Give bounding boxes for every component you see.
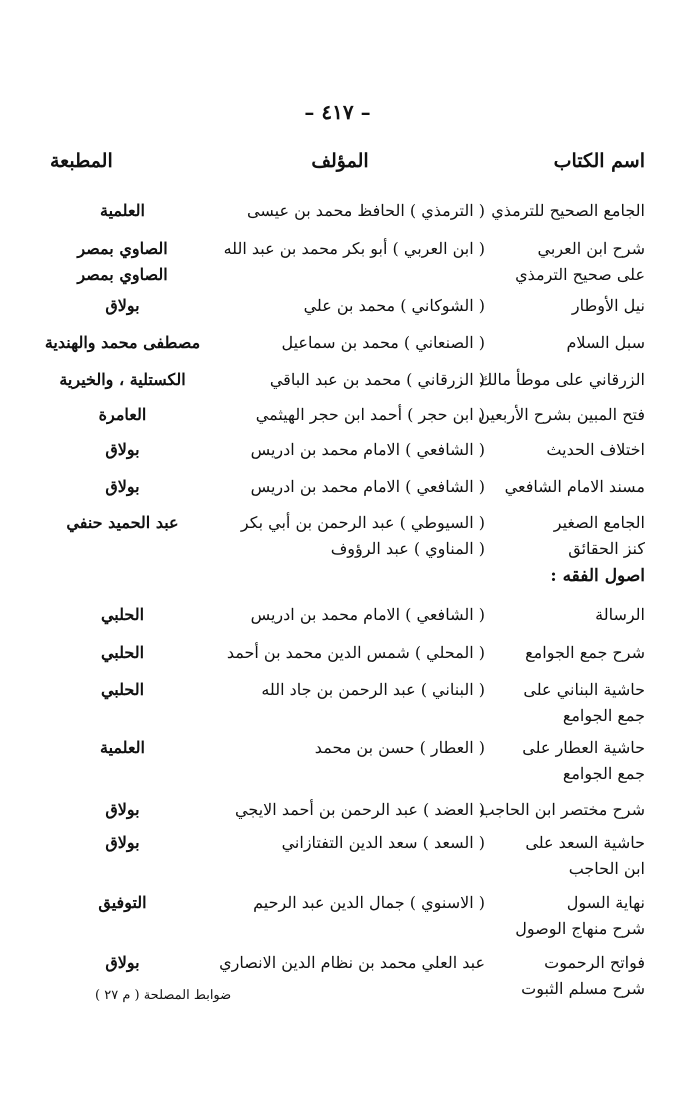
book-title-cell — [465, 367, 645, 393]
press-name-cell — [35, 402, 210, 428]
press-name-cell — [35, 677, 210, 703]
author-name-cell — [205, 236, 485, 262]
book-title: حاشية العطار على — [522, 738, 645, 757]
section-title-usul-fiqh: اصول الفقه : — [550, 566, 645, 586]
author-name: ( ابن العربي ) أبو بكر محمد بن عبد الله — [223, 239, 485, 258]
press-name-cell — [35, 950, 210, 976]
press-name: العلمية — [100, 738, 145, 757]
press-name-cell — [35, 236, 210, 288]
book-title-cell — [465, 402, 645, 428]
book-title-cell — [465, 677, 645, 729]
author-name-cell — [205, 198, 485, 224]
book-title: ابن الحاجب — [568, 859, 645, 878]
book-title-cell — [465, 830, 645, 882]
press-name: التوفيق — [98, 893, 147, 912]
press-name: عبد الحميد حنفي — [66, 513, 179, 532]
book-title-cell — [465, 330, 645, 356]
author-name-cell — [205, 293, 485, 319]
press-name-cell — [35, 797, 210, 823]
author-name-cell — [205, 950, 485, 976]
author-name: ( السعد ) سعد الدين التفتازاني — [281, 833, 485, 852]
book-title-cell — [465, 236, 645, 288]
book-title: جمع الجوامع — [562, 764, 645, 783]
author-name: ( الشوكاني ) محمد بن علي — [303, 296, 485, 315]
press-name: الحلبي — [100, 680, 145, 699]
book-title: حاشية البناني على — [523, 680, 645, 699]
book-title: شرح منهاج الوصول — [515, 919, 645, 938]
book-title-cell — [465, 950, 645, 1002]
author-name: ( الاسنوي ) جمال الدين عبد الرحيم — [253, 893, 485, 912]
press-name: العامرة — [98, 405, 147, 424]
author-name: ( البناني ) عبد الرحمن بن جاد الله — [261, 680, 485, 699]
author-name-cell — [205, 510, 485, 562]
press-name-cell — [35, 735, 210, 761]
press-name: الصاوي بمصر — [77, 239, 168, 258]
book-title: فواتح الرحموت — [544, 953, 645, 972]
press-name-cell — [35, 293, 210, 319]
book-title: شرح مختصر ابن الحاجب — [479, 800, 645, 819]
book-title: مسند الامام الشافعي — [504, 477, 645, 496]
author-name: ( الزرقاني ) محمد بن عبد الباقي — [269, 370, 485, 389]
book-title: شرح جمع الجوامع — [525, 643, 645, 662]
author-name-cell — [205, 437, 485, 463]
press-name: الحلبي — [100, 643, 145, 662]
press-name: بولاق — [105, 833, 140, 852]
book-title-cell — [465, 198, 645, 224]
author-name: ( الشافعي ) الامام محمد بن ادريس — [250, 440, 485, 459]
press-name-cell — [35, 367, 210, 393]
header-press: المطبعة — [50, 150, 113, 172]
press-name-cell — [35, 510, 210, 536]
author-name: ( ابن حجر ) أحمد ابن حجر الهيثمي — [255, 405, 485, 424]
book-title: نيل الأوطار — [571, 296, 645, 315]
author-name-cell — [205, 677, 485, 703]
author-name: ( الشافعي ) الامام محمد بن ادريس — [250, 477, 485, 496]
press-name-cell — [35, 198, 210, 224]
book-title: الزرقاني على موطأ مالك — [479, 370, 645, 389]
press-name: بولاق — [105, 953, 140, 972]
author-name: ( السيوطي ) عبد الرحمن بن أبي بكر — [240, 513, 485, 532]
book-title: الجامع الصغير — [553, 513, 645, 532]
book-title-cell — [465, 890, 645, 942]
author-name-cell — [205, 367, 485, 393]
book-title: كنز الحقائق — [568, 539, 645, 558]
press-name: الكستلية ، والخيرية — [59, 370, 186, 389]
author-name: ( المحلي ) شمس الدين محمد بن أحمد — [226, 643, 485, 662]
author-name-cell — [205, 602, 485, 628]
book-title: اختلاف الحديث — [546, 440, 645, 459]
author-name-cell — [205, 830, 485, 856]
book-title-cell — [465, 510, 645, 562]
author-name-cell — [205, 640, 485, 666]
press-name-cell — [35, 640, 210, 666]
author-name: ( الترمذي ) الحافظ محمد بن عيسى — [247, 201, 485, 220]
book-title: نهاية السول — [566, 893, 645, 912]
book-title: على صحيح الترمذي — [515, 265, 645, 284]
book-title-cell — [465, 293, 645, 319]
press-name-cell — [35, 474, 210, 500]
press-name: بولاق — [105, 800, 140, 819]
book-title-cell — [465, 797, 645, 823]
book-title: جمع الجوامع — [562, 706, 645, 725]
author-name-cell — [205, 330, 485, 356]
author-name-cell — [205, 402, 485, 428]
press-name: بولاق — [105, 440, 140, 459]
press-name: الحلبي — [100, 605, 145, 624]
book-title: شرح مسلم الثبوت — [521, 979, 645, 998]
author-name-cell — [205, 890, 485, 916]
press-name: بولاق — [105, 296, 140, 315]
header-book-name: اسم الكتاب — [553, 150, 645, 172]
press-name-cell — [35, 602, 210, 628]
book-title: فتح المبين بشرح الأربعين — [478, 405, 645, 424]
book-title: حاشية السعد على — [525, 833, 645, 852]
book-title: شرح ابن العربي — [537, 239, 645, 258]
press-name: الصاوي بمصر — [77, 265, 168, 284]
press-name-cell — [35, 890, 210, 916]
page-footer: ضوابط المصلحة ( م ٢٧ ) — [95, 988, 232, 1003]
author-name: عبد العلي محمد بن نظام الدين الانصاري — [219, 953, 485, 972]
header-author: المؤلف — [311, 150, 369, 172]
author-name-cell — [205, 797, 485, 823]
author-name: ( المناوي ) عبد الرؤوف — [330, 539, 485, 558]
book-title: سبل السلام — [566, 333, 645, 352]
author-name: ( الصنعاني ) محمد بن سماعيل — [281, 333, 485, 352]
book-title-cell — [465, 640, 645, 666]
press-name: العلمية — [100, 201, 145, 220]
press-name-cell — [35, 830, 210, 856]
press-name: بولاق — [105, 477, 140, 496]
book-title-cell — [465, 437, 645, 463]
press-name-cell — [35, 330, 210, 356]
press-name: مصطفى محمد والهندية — [44, 333, 201, 352]
book-title-cell — [465, 474, 645, 500]
author-name-cell — [205, 735, 485, 761]
author-name: ( العضد ) عبد الرحمن بن أحمد الايجي — [235, 800, 485, 819]
page-number: – ٤١٧ – — [304, 100, 371, 124]
book-title-cell — [465, 735, 645, 787]
book-title: الرسالة — [595, 605, 645, 624]
press-name-cell — [35, 437, 210, 463]
author-name: ( الشافعي ) الامام محمد بن ادريس — [250, 605, 485, 624]
book-title-cell — [465, 602, 645, 628]
book-title: الجامع الصحيح للترمذي — [491, 201, 645, 220]
author-name-cell — [205, 474, 485, 500]
author-name: ( العطار ) حسن بن محمد — [314, 738, 485, 757]
